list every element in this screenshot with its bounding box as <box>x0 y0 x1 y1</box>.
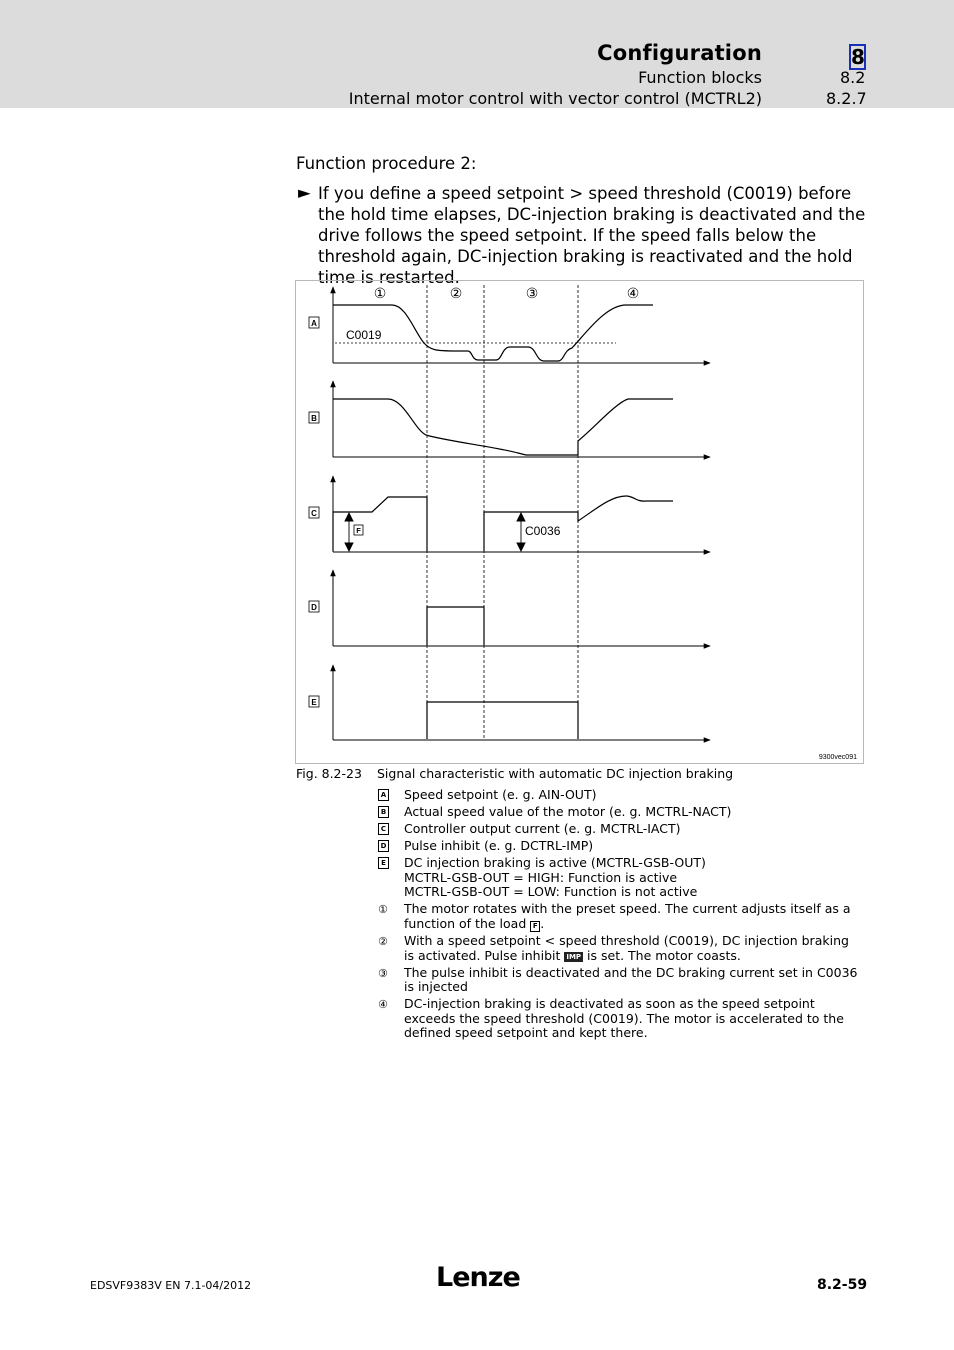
legend-item-c <box>378 822 858 837</box>
figure-legend <box>378 788 858 1043</box>
legend-text-e: DC injection braking is active (MCTRL-GSB-OUT) <box>404 855 706 870</box>
legend-item-1 <box>378 902 858 932</box>
legend-marker-3: ③ <box>378 966 388 980</box>
legend-item-a <box>378 788 858 803</box>
lenze-logo: Lenze <box>436 1262 520 1293</box>
trace-c-curve <box>333 496 673 551</box>
c0036-label: C0036 <box>525 524 561 538</box>
legend-item-2 <box>378 934 858 963</box>
phase-marker-3: ③ <box>525 285 539 301</box>
legend-item-3 <box>378 966 858 995</box>
legend-marker-4: ④ <box>378 998 388 1011</box>
signal-diagram-svg <box>296 281 865 765</box>
legend-item-e <box>378 856 858 900</box>
load-label: F <box>356 526 361 535</box>
trace-label-b: B <box>311 414 317 423</box>
subsection-number: 8.2.7 <box>826 89 867 108</box>
phase-marker-2: ② <box>449 285 463 301</box>
trace-d-pulse <box>427 607 484 645</box>
legend-text-4: DC-injection braking is deactivated as soon as the speed setpoint exceeds the speed threshold (C0019). The motor is accelerated to the defined speed setpoint and kept there. <box>404 996 844 1040</box>
legend-box-e: E <box>378 857 389 869</box>
legend-item-b <box>378 805 858 820</box>
legend-text-d: Pulse inhibit (e. g. DCTRL-IMP) <box>404 838 594 853</box>
section-number: 8.2 <box>840 68 866 87</box>
page-title: Configuration <box>597 41 762 65</box>
page-number: 8.2-59 <box>817 1277 868 1293</box>
legend-box-b: B <box>378 806 389 818</box>
caption-number: Fig. 8.2-23 <box>296 766 362 781</box>
legend-text-1: The motor rotates with the preset speed. The current adjusts itself as a function of the load <box>404 901 851 931</box>
legend-text-2: With a speed setpoint < speed threshold (C0019), DC injection braking is activated. Pulse inhibit <box>404 933 849 963</box>
legend-box-c: C <box>378 823 389 835</box>
intro-text: Function procedure 2: <box>296 154 477 173</box>
legend-marker-2: ② <box>378 935 388 948</box>
caption-text: Signal characteristic with automatic DC injection braking <box>377 766 734 781</box>
trace-labels <box>309 317 319 707</box>
load-box-inline: F <box>530 921 540 932</box>
legend-text-c: Controller output current (e. g. MCTRL-IACT) <box>404 821 681 836</box>
bullet-text: If you define a speed setpoint > speed threshold (C0019) before the hold time elapses, DC-injection braking is deactivated and the drive follows the speed setpoint. If the speed falls below the threshold again, DC-injection braking is reactivated and the hold time is restarted. <box>318 184 866 287</box>
legend-text-2-end: is set. The motor coasts. <box>583 947 741 963</box>
figure-id: 9300vec091 <box>818 754 857 761</box>
legend-box-a: A <box>378 789 389 801</box>
legend-item-d <box>378 839 858 854</box>
legend-text-3: The pulse inhibit is deactivated and the DC braking current set in C0036 is injected <box>404 964 858 994</box>
legend-item-4 <box>378 997 858 1041</box>
legend-text-1-end: . <box>540 915 545 931</box>
legend-text-b: Actual speed value of the motor (e. g. MCTRL-NACT) <box>404 804 732 819</box>
trace-e-pulse <box>427 702 578 739</box>
threshold-label: C0019 <box>346 328 382 342</box>
phase-marker-4: ④ <box>626 285 640 301</box>
bullet-marker: ► <box>298 183 311 202</box>
signal-diagram <box>295 280 864 764</box>
chapter-number: 8 <box>851 45 865 69</box>
c0036-arrow <box>517 513 525 551</box>
trace-label-c: C <box>311 509 317 518</box>
load-arrow <box>345 513 353 551</box>
footer-document-id: EDSVF9383V EN 7.1-04/2012 <box>90 1279 252 1292</box>
section-title: Function blocks <box>638 68 762 87</box>
trace-label-e: E <box>311 698 317 707</box>
legend-text-e-low: MCTRL-GSB-OUT = LOW: Function is not active <box>404 884 698 899</box>
legend-marker-1: ① <box>378 903 388 916</box>
trace-label-a: A <box>311 319 317 328</box>
legend-text-a: Speed setpoint (e. g. AIN-OUT) <box>404 787 597 802</box>
subsection-title: Internal motor control with vector control (MCTRL2) <box>348 89 762 108</box>
phase-marker-1: ① <box>373 285 387 301</box>
imp-badge: IMP <box>566 952 582 961</box>
legend-box-d: D <box>378 840 389 852</box>
trace-b-curve <box>333 399 673 455</box>
legend-text-e-high: MCTRL-GSB-OUT = HIGH: Function is active <box>404 869 678 885</box>
trace-label-d: D <box>311 603 317 612</box>
